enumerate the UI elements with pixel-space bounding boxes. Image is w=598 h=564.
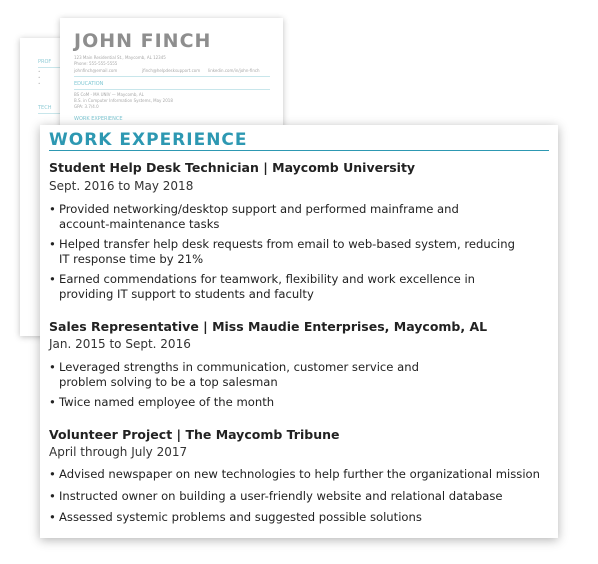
job-title: Sales Representative | Miss Maudie Enterprises, Maycomb, AL (49, 319, 488, 334)
resume-name: JOHN FINCH (74, 30, 212, 52)
job-dates: Sept. 2016 to May 2018 (49, 179, 194, 193)
work-experience-card (40, 125, 558, 538)
bullet-item: • Leveraged strengths in communication, customer service and problem solving to be a top salesman (49, 360, 419, 389)
back-line: • (38, 75, 41, 80)
back-line: • (38, 69, 41, 74)
education-gpa: GPA: 3.7/4.0 (74, 104, 99, 109)
education-degree: B.S. in Computer Information Systems, May 2018 (74, 98, 173, 103)
back-line: • (38, 81, 41, 86)
job-title: Volunteer Project | The Maycomb Tribune (49, 427, 340, 442)
job-dates: April through July 2017 (49, 445, 188, 459)
work-heading-small: WORK EXPERIENCE (74, 116, 123, 122)
bullet-item: • Instructed owner on building a user-friendly website and relational database (49, 489, 540, 504)
resume-address: 123 Main Residential St., Maycomb, AL 12345 (74, 55, 166, 60)
section-title-rule (49, 150, 549, 151)
job-bullets (49, 202, 515, 307)
resume-phone: Phone: 555-555-5555 (74, 61, 118, 66)
resume-social: linkedin.com/in/john-finch (208, 68, 260, 73)
back-heading-prof: PROF (38, 59, 52, 65)
job-dates: Jan. 2015 to Sept. 2016 (49, 337, 191, 351)
resume-email: johnfinch@email.com (74, 68, 118, 73)
education-heading: EDUCATION (74, 81, 104, 87)
bullet-item: • Helped transfer help desk requests from email to web-based system, reducing IT response time by 21% (49, 237, 515, 266)
back-heading-tech: TECH (38, 105, 52, 111)
bullet-item: • Assessed systemic problems and suggested possible solutions (49, 510, 540, 525)
bullet-item: • Earned commendations for teamwork, flexibility and work excellence in providing IT support to students and faculty (49, 272, 515, 301)
education-rule (74, 89, 270, 90)
contact-rule (74, 76, 270, 77)
bullet-item: • Provided networking/desktop support and performed mainframe and account-maintenance tasks (49, 202, 515, 231)
bullet-item: • Advised newspaper on new technologies to help further the organizational mission (49, 467, 540, 482)
job-title: Student Help Desk Technician | Maycomb University (49, 160, 416, 175)
education-school: BS CoM - MA UNIV — Maycomb, AL (74, 92, 144, 97)
bullet-item: • Twice named employee of the month (49, 395, 419, 410)
job-bullets (49, 467, 540, 531)
resume-website: jfinch@helpdesksupport.com (142, 68, 201, 73)
section-title: WORK EXPERIENCE (49, 130, 248, 150)
job-bullets (49, 360, 419, 416)
